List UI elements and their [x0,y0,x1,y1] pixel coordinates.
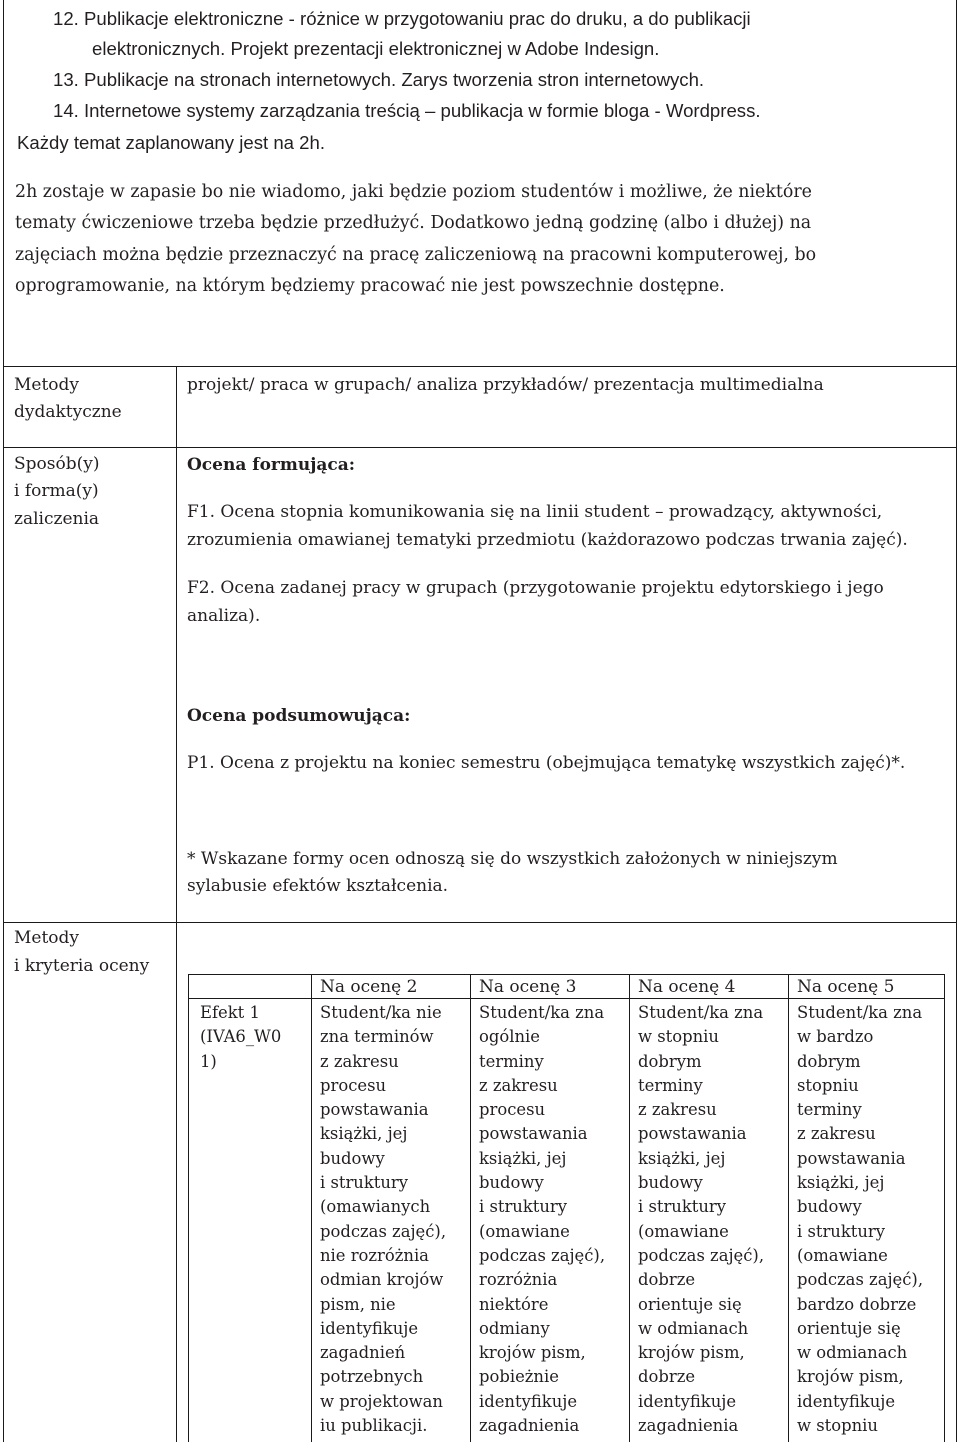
cell-line: 1) [200,1051,217,1071]
methods-value: projekt/ praca w grupach/ analiza przykładów/ prezentacja multimedialna [187,375,824,395]
grading-col-line-2 [470,974,471,1442]
topic-12-line2: elektronicznych. Projekt prezentacji elektronicznej w Adobe Indesign. [92,38,660,59]
cell-line: budowy [797,1197,862,1217]
cell-line: procesu [479,1100,546,1120]
assessment-label-line3: zaliczenia [14,509,100,529]
cell-line: (IVA6_W0 [200,1027,282,1047]
cell-line: podczas zajęć), [797,1270,924,1290]
cell-line: zagadnienia [479,1416,580,1436]
grading-col-line-0 [188,974,189,1442]
cell-line: powstawania [479,1124,588,1144]
cell-line: w projektowan [320,1391,443,1411]
cell-line: identyfikuje [320,1318,419,1338]
assessment-label-line1: Sposób(y) [14,454,100,474]
grading-table [188,974,945,1442]
f1-line2: zrozumienia omawianej tematyki przedmiotu (każdorazowo podczas trwania zajęć). [187,530,908,550]
paragraph-line2: tematy ćwiczeniowe trzeba będzie przedłużyć. Dodatkowo jedną godzinę (albo i dłużej) na [15,213,812,233]
cell-line: powstawania [797,1148,906,1168]
row-divider-topics [3,366,957,367]
cell-line: zna terminów [320,1027,434,1047]
cell-line: dobrze [638,1367,696,1387]
cell-line: i struktury [797,1221,886,1241]
cell-line: i struktury [320,1173,409,1193]
cell-line: dobrym [797,1051,861,1071]
f2-line2: analiza). [187,606,261,626]
grading-col-line-4 [788,974,789,1442]
cell-line: w stopniu [797,1416,878,1436]
cell-line: odmiany [479,1318,550,1338]
cell-line: identyfikuje [638,1391,737,1411]
header-grade-2: Na ocenę 2 [320,977,418,997]
cell-line: Student/ka zna [797,1003,923,1022]
f1-line1: F1. Ocena stopnia komunikowania się na linii student – prowadzący, aktywności, [187,502,883,522]
topic-hours-note: Każdy temat zaplanowany jest na 2h. [17,132,326,153]
cell-line: z zakresu [638,1100,717,1120]
assessment-label-line2: i forma(y) [14,481,99,501]
cell-line: podczas zajęć), [479,1245,606,1265]
header-grade-5: Na ocenę 5 [797,977,895,997]
cell-line: powstawania [638,1124,747,1144]
cell-line: niektóre [479,1294,549,1314]
cell-line: pobieżnie [479,1367,559,1387]
criteria-label-line1: Metody [14,928,80,948]
effect-cell [200,1001,281,1074]
paragraph-line4: oprogramowanie, na którym będziemy pracować nie jest powszechnie dostępne. [15,276,725,296]
cell-line: identyfikuje [797,1391,896,1411]
cell-line: krojów pism, [797,1367,904,1387]
footnote-line2: sylabusie efektów kształcenia. [187,876,449,896]
footnote-line1: * Wskazane formy ocen odnoszą się do wszystkich założonych w niniejszym [187,849,838,869]
paragraph-line3: zajęciach można będzie przeznaczyć na pracę zaliczeniową na pracowni komputerowej, bo [15,245,817,265]
header-grade-3: Na ocenę 3 [479,977,577,997]
formative-title: Ocena formująca: [187,455,356,475]
header-grade-4: Na ocenę 4 [638,977,736,997]
table-border-right [956,0,957,1442]
cell-line: książki, jej [320,1124,408,1144]
cell-line: procesu [320,1075,387,1095]
cell-line: podczas zajęć), [320,1221,447,1241]
cell-line: orientuje się [797,1318,901,1338]
paragraph-line1: 2h zostaje w zapasie bo nie wiadomo, jaki będzie poziom studentów i możliwe, że niektóre [15,182,812,202]
cell-line: iu publikacji. [320,1416,428,1436]
topic-12-line1: 12. Publikacje elektroniczne - różnice w przygotowaniu prac do druku, a do publikacji [53,8,751,29]
cell-line: bardzo dobrze [797,1294,917,1314]
summative-title: Ocena podsumowująca: [187,706,411,726]
cell-line: budowy [479,1173,544,1193]
cell-line: w odmianach [638,1318,749,1338]
cell-line: (omawiane [479,1221,570,1241]
cell-line: powstawania [320,1100,429,1120]
cell-line: ogólnie [479,1027,540,1047]
cell-line: stopniu [797,1075,859,1095]
cell-line: z zakresu [320,1051,399,1071]
cell-line: odmian krojów [320,1270,444,1290]
p1-text: P1. Ocena z projektu na koniec semestru (obejmująca tematykę wszystkich zajęć)*. [187,753,906,773]
cell-line: (omawiane [638,1221,729,1241]
cell-line: (omawiane [797,1245,888,1265]
cell-line: potrzebnych [320,1367,424,1387]
row-divider-assessment [3,922,957,923]
cell-line: krojów pism, [479,1343,586,1363]
grade-5-cell [797,1001,923,1438]
grading-col-line-5 [944,974,945,1442]
grade-4-cell [638,1001,764,1438]
cell-line: dobrze [638,1270,696,1290]
topic-14: 14. Internetowe systemy zarządzania treścią – publikacja w formie bloga - Wordpress. [53,100,761,121]
cell-line: książki, jej [638,1148,726,1168]
grading-col-line-3 [629,974,630,1442]
cell-line: terminy [479,1051,544,1071]
methods-label-line1: Metody [14,375,80,395]
cell-line: z zakresu [479,1075,558,1095]
cell-line: rozróżnia [479,1270,558,1290]
cell-line: nie rozróżnia [320,1245,429,1265]
table-border-left [3,0,4,1442]
cell-line: i struktury [479,1197,568,1217]
cell-line: podczas zajęć), [638,1245,765,1265]
column-divider [176,366,177,1442]
cell-line: książki, jej [479,1148,567,1168]
cell-line: Student/ka nie [320,1003,442,1022]
cell-line: budowy [320,1148,385,1168]
cell-line: książki, jej [797,1173,885,1193]
cell-line: Student/ka zna [638,1003,764,1022]
topic-13: 13. Publikacje na stronach internetowych. Zarys tworzenia stron internetowych. [53,69,705,90]
cell-line: zagadnień [320,1343,406,1363]
methods-label-line2: dydaktyczne [14,402,122,422]
cell-line: budowy [638,1173,703,1193]
cell-line: pism, nie [320,1294,396,1314]
cell-line: orientuje się [638,1294,742,1314]
cell-line: w bardzo [797,1027,874,1047]
cell-line: identyfikuje [479,1391,578,1411]
cell-line: z zakresu [797,1124,876,1144]
cell-line: terminy [638,1075,703,1095]
cell-line: Efekt 1 [200,1003,260,1022]
criteria-label-line2: i kryteria oceny [14,956,150,976]
cell-line: Student/ka zna [479,1003,605,1022]
cell-line: dobrym [638,1051,702,1071]
cell-line: terminy [797,1100,862,1120]
grading-col-line-1 [311,974,312,1442]
row-divider-methods [3,447,957,448]
grade-2-cell [320,1001,446,1438]
cell-line: w odmianach [797,1343,908,1363]
f2-line1: F2. Ocena zadanej pracy w grupach (przygotowanie projektu edytorskiego i jego [187,578,884,598]
cell-line: krojów pism, [638,1343,745,1363]
cell-line: (omawianych [320,1197,431,1217]
cell-line: zagadnienia [638,1416,739,1436]
grade-3-cell [479,1001,605,1438]
cell-line: w stopniu [638,1027,719,1047]
cell-line: i struktury [638,1197,727,1217]
